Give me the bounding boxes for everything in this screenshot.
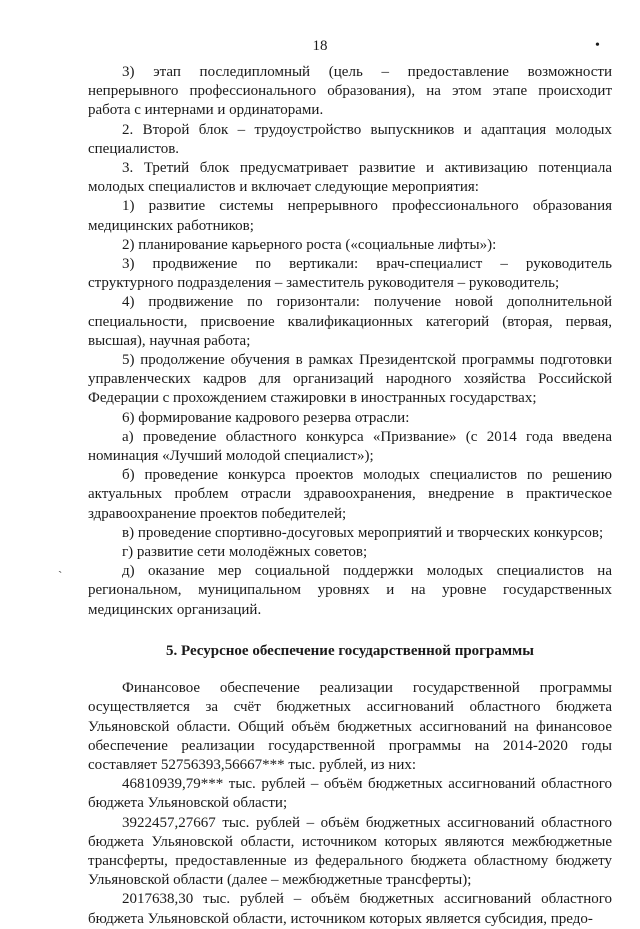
paragraph: в) проведение спортивно-досуговых мероприятий и творческих конкурсов; (122, 524, 604, 541)
page-number: 18 (312, 38, 328, 54)
paragraph: б) проведение конкурса проектов молодых специалистов по решению актуальных проблем отрасли здравоохранения, внедрение в практическое здравоохранение проектов победителей; (88, 467, 612, 522)
paragraph: 46810939,79*** тыс. рублей – объём бюджетных ассигнований областного бюджета Ульяновской области; (88, 776, 612, 812)
paragraph: 3. Третий блок предусматривает развитие и активизацию потенциала молодых специалистов и включает следующие мероприятия: (88, 160, 612, 196)
paragraph: 2. Второй блок – трудоустройство выпускников и адаптация молодых специалистов. (88, 121, 612, 157)
paragraph: 1) развитие системы непрерывного профессионального образования медицинских работников; (88, 198, 612, 234)
paragraph: д) оказание мер социальной поддержки молодых специалистов на региональном, муниципальном уровнях и на уровне государственных медицинских организаций. (88, 563, 612, 618)
scan-dash-mark: ˋ (58, 568, 63, 583)
paragraph: 2017638,30 тыс. рублей – объём бюджетных ассигнований областного бюджета Ульяновской области, источником которых является субсидия, предо- (88, 891, 612, 927)
paragraph: Финансовое обеспечение реализации государственной программы осуществляется за счёт бюджетных ассигнований областного бюджета Ульяновской области. Общий объём бюджетных ассигнований на финансовое обеспечение реализации государственной программы на 2014-2020 годы составляет 52756393,56667*** тыс. рублей, из них: (88, 680, 612, 773)
paragraph: 4) продвижение по горизонтали: получение новой дополнительной специальности, присвоение квалификационных категорий (вторая, первая, высшая), научная работа; (88, 294, 612, 349)
document-body (88, 63, 612, 929)
paragraph: 6) формирование кадрового резерва отрасли: (122, 409, 410, 426)
paragraph: 2) планирование карьерного роста («социальные лифты»): (122, 236, 497, 253)
paragraph: а) проведение областного конкурса «Призвание» (с 2014 года введена номинация «Лучший молодой специалист»); (88, 428, 612, 465)
paragraph: 5) продолжение обучения в рамках Президентской программы подготовки управленческих кадров для организаций народного хозяйства Российской Федерации с прохождением стажировки в иностранных государствах; (88, 352, 612, 407)
paragraph: 3922457,27667 тыс. рублей – объём бюджетных ассигнований областного бюджета Ульяновской области, источником которых являются межбюджетные трансферты, предоставленные из федерального бюджета областному бюджету Ульяновской области (далее – межбюджетные трансферты); (88, 814, 612, 889)
scan-dot-mark: • (595, 38, 600, 53)
paragraph: 3) продвижение по вертикали: врач-специалист – руководитель структурного подразделения – заместитель руководителя – руководитель; (88, 256, 612, 292)
paragraph: г) развитие сети молодёжных советов; (122, 544, 368, 561)
paragraph: 3) этап последипломный (цель – предоставление возможности непрерывного профессионального образования), на этом этапе происходит работа с интернами и ординаторами. (88, 64, 612, 119)
section-title: 5. Ресурсное обеспечение государственной программы (166, 642, 534, 659)
